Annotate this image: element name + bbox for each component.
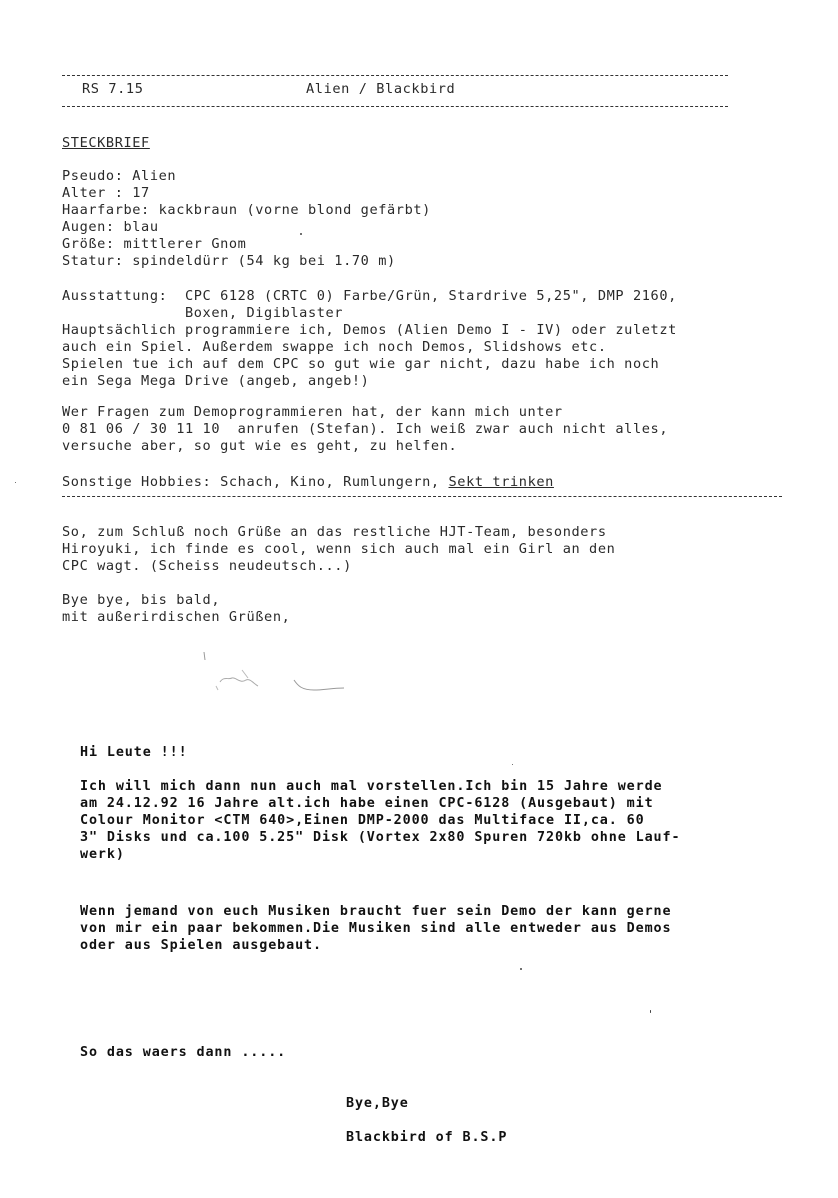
hobbies-text: Sonstige Hobbies: Schach, Kino, Rumlungern,: [62, 474, 449, 490]
music-line: oder aus Spielen ausgebaut.: [80, 938, 322, 953]
header-title: Alien / Blackbird: [306, 81, 456, 97]
intro-line: Colour Monitor <CTM 640>,Einen DMP-2000 das Multiface II,ca. 60: [80, 813, 645, 828]
blackbird-closing-line: So das waers dann .....: [80, 1045, 287, 1060]
intro-line: Ich will mich dann nun auch mal vorstellen.Ich bin 15 Jahre werde: [80, 779, 663, 794]
music-line: Wenn jemand von euch Musiken braucht fuer sein Demo der kann gerne: [80, 904, 672, 919]
intro-line: 3" Disks und ca.100 5.25" Disk (Vortex 2x80 Spuren 720kb ohne Lauf-: [80, 830, 681, 845]
equipment-line: Spielen tue ich auf dem CPC so gut wie gar nicht, dazu habe ich noch: [62, 356, 660, 372]
greetings-line: So, zum Schluß noch Grüße an das restliche HJT-Team, besonders: [62, 524, 607, 540]
contact-block: [62, 404, 668, 455]
alien-closing-block: [62, 592, 290, 626]
profile-block: [62, 168, 431, 270]
scan-speck: [300, 233, 302, 235]
greetings-line: Hiroyuki, ich finde es cool, wenn sich auch mal ein Girl an den: [62, 541, 616, 557]
greetings-block: [62, 524, 615, 575]
equipment-line: Boxen, Digiblaster: [62, 305, 344, 321]
scan-speck: [15, 482, 16, 483]
contact-line: versuche aber, so gut wie es geht, zu helfen.: [62, 438, 458, 454]
profile-line: Haarfarbe: kackbraun (vorne blond gefärbt): [62, 202, 431, 218]
equipment-block: [62, 288, 677, 390]
equipment-line: ein Sega Mega Drive (angeb, angeb!): [62, 373, 370, 389]
music-block: [80, 903, 671, 954]
profile-line: Augen: blau: [62, 219, 159, 235]
profile-line: Statur: spindeldürr (54 kg bei 1.70 m): [62, 253, 396, 269]
scan-speck: [512, 764, 513, 765]
equipment-line: auch ein Spiel. Außerdem swappe ich noch Demos, Slidshows etc.: [62, 339, 607, 355]
blackbird-signature: Blackbird of B.S.P: [346, 1130, 508, 1145]
closing-line: Bye bye, bis bald,: [62, 592, 221, 608]
section-heading: STECKBRIEF: [62, 135, 150, 151]
profile-line: Pseudo: Alien: [62, 168, 177, 184]
closing-line: mit außerirdischen Grüßen,: [62, 609, 291, 625]
intro-line: am 24.12.92 16 Jahre alt.ich habe einen CPC-6128 (Ausgebaut) mit: [80, 796, 654, 811]
blackbird-greeting: Hi Leute !!!: [80, 745, 188, 760]
contact-line: 0 81 06 / 30 11 10 anrufen (Stefan). Ich weiß zwar auch nicht alles,: [62, 421, 669, 437]
scan-speck: [650, 1010, 651, 1013]
scan-speck: [520, 968, 522, 970]
header-bottom-rule: [62, 106, 728, 107]
greetings-line: CPC wagt. (Scheiss neudeutsch...): [62, 558, 352, 574]
equipment-line: Ausstattung: CPC 6128 (CRTC 0) Farbe/Grün, Stardrive 5,25", DMP 2160,: [62, 288, 677, 304]
section-divider-rule: [62, 496, 782, 497]
hobbies-line: [62, 474, 554, 491]
profile-line: Größe: mittlerer Gnom: [62, 236, 247, 252]
music-line: von mir ein paar bekommen.Die Musiken sind alle entweder aus Demos: [80, 921, 672, 936]
header-issue: RS 7.15: [82, 81, 144, 97]
intro-line: werk): [80, 847, 125, 862]
profile-line: Alter : 17: [62, 185, 150, 201]
header-top-rule: [62, 75, 728, 76]
handwritten-signature: [190, 650, 370, 710]
contact-line: Wer Fragen zum Demoprogrammieren hat, der kann mich unter: [62, 404, 563, 420]
hobbies-underlined: Sekt trinken: [448, 474, 554, 490]
equipment-line: Hauptsächlich programmiere ich, Demos (Alien Demo I - IV) oder zuletzt: [62, 322, 677, 338]
intro-block: [80, 778, 680, 863]
blackbird-bye: Bye,Bye: [346, 1096, 409, 1111]
